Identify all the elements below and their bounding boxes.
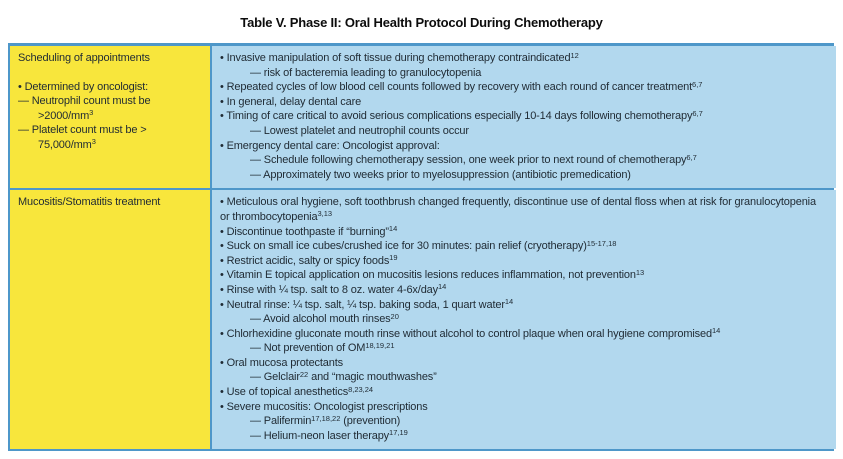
row-detail-cell xyxy=(212,46,836,188)
bullet-item: • Determined by oncologist: xyxy=(18,80,149,93)
text-line: Scheduling of appointments xyxy=(18,52,150,64)
citation-ref: 14 xyxy=(504,297,514,306)
citation-ref: 18,19,21 xyxy=(365,340,395,350)
citation-ref: 12 xyxy=(570,50,579,60)
bullet-icon: • xyxy=(220,254,224,267)
dash-icon: — xyxy=(18,124,29,137)
citation-ref: 8,23,24 xyxy=(348,384,374,394)
bullet-icon: • xyxy=(220,196,224,209)
bullet-icon: • xyxy=(220,81,224,94)
bullet-item: • Rinse with ¼ tsp. salt to 8 oz. water 4-6x/day$^{14}$ xyxy=(220,282,447,296)
bullet-item: • Vitamin E topical application on mucositis lesions reduces inflammation, not prevention$^{13}$ xyxy=(220,267,645,282)
citation-ref: 19 xyxy=(389,253,398,263)
bullet-item: • Suck on small ice cubes/crushed ice for 30 minutes: pain relief (cryotherapy)$^{15-17,18}$ xyxy=(220,238,617,253)
dash-icon: — xyxy=(18,95,29,108)
citation-ref: 6,7 xyxy=(692,79,703,89)
dash-icon: — xyxy=(250,342,261,355)
protocol-table xyxy=(8,43,834,451)
sub-item: — Avoid alcohol mouth rinses$^{20}$ xyxy=(250,311,399,326)
sub-item: — Schedule following chemotherapy session, one week prior to next round of chemotherapy$^{6,7}$ xyxy=(250,152,697,167)
sub-item: — Palifermin$^{17,18,22}$ (prevention) xyxy=(250,413,401,428)
bullet-icon: • xyxy=(220,400,224,413)
bullet-item: • Chlorhexidine gluconate mouth rinse without alcohol to control plaque when oral hygiene compromised$^{14}$ xyxy=(220,326,721,340)
row-label-cell xyxy=(10,46,210,188)
dash-icon: — xyxy=(250,154,261,167)
bullet-icon: • xyxy=(220,225,224,238)
citation-ref: 17,19 xyxy=(389,428,408,438)
bullet-icon: • xyxy=(18,80,22,93)
sub-item: — Platelet count must be > $75,000/mm^3$ xyxy=(18,124,147,151)
citation-ref: 3,13 xyxy=(317,209,333,219)
dash-icon: — xyxy=(250,124,261,137)
bullet-item: • In general, delay dental care xyxy=(220,95,362,108)
citation-ref: 14 xyxy=(388,224,398,234)
citation-ref: 15-17,18 xyxy=(586,238,617,248)
bullet-item: • Meticulous oral hygiene, soft toothbrush changed frequently, discontinue use of dental floss when at risk for granulocytopenia or thrombocytopenia$^{3,13}$ xyxy=(220,196,816,223)
bullet-icon: • xyxy=(220,356,224,369)
bullet-item: • Discontinue toothpaste if “burning”$^{14}$ xyxy=(220,224,398,238)
bullet-icon: • xyxy=(220,95,224,108)
dash-icon: — xyxy=(250,429,261,442)
dash-icon: — xyxy=(250,415,261,428)
citation-ref: 14 xyxy=(437,282,447,292)
bullet-item: • Oral mucosa protectants xyxy=(220,356,343,369)
sub-item: — Approximately two weeks prior to myelosuppression (antibiotic premedication) xyxy=(250,168,631,181)
bullet-item: • Severe mucositis: Oncologist prescriptions xyxy=(220,400,428,413)
bullet-item: • Timing of care critical to avoid serious complications especially 10-14 days following chemotherapy$^{6,7}$ xyxy=(220,108,703,123)
sub-item: — Not prevention of OM$^{18,19,21}$ xyxy=(250,340,395,355)
citation-ref: 6,7 xyxy=(686,152,697,162)
bullet-icon: • xyxy=(220,52,224,64)
dash-icon: — xyxy=(250,313,261,326)
citation-ref: 22 xyxy=(299,369,309,379)
bullet-icon: • xyxy=(220,240,224,253)
bullet-icon: • xyxy=(220,386,224,399)
citation-ref: 6,7 xyxy=(692,108,703,118)
bullet-item: • Neutral rinse: ¼ tsp. salt, ¼ tsp. baking soda, 1 quart water$^{14}$ xyxy=(220,297,514,311)
citation-ref: 17,18,22 xyxy=(311,413,341,423)
text-line: Mucositis/Stomatitis treatment xyxy=(18,196,161,209)
sub-item: — Gelclair$^{22}$ and “magic mouthwashes” xyxy=(250,369,437,384)
sub-item: — Helium-neon laser therapy$^{17,19}$ xyxy=(250,428,408,442)
sub-item: — Lowest platelet and neutrophil counts occur xyxy=(250,124,469,137)
dash-icon: — xyxy=(250,371,261,384)
citation-ref: 3 xyxy=(89,108,94,118)
bullet-icon: • xyxy=(220,298,224,311)
bullet-icon: • xyxy=(220,283,224,296)
bullet-icon: • xyxy=(220,269,224,282)
citation-ref: 14 xyxy=(711,326,721,336)
bullet-icon: • xyxy=(220,327,224,340)
bullet-icon: • xyxy=(220,139,224,152)
bullet-item: • Emergency dental care: Oncologist approval: xyxy=(220,139,440,152)
table-title: Table V. Phase II: Oral Health Protocol During Chemotherapy xyxy=(240,15,603,30)
text-line xyxy=(18,66,202,80)
bullet-item: • Use of topical anesthetics$^{8,23,24}$ xyxy=(220,384,374,399)
citation-ref: 13 xyxy=(635,267,645,277)
dash-icon: — xyxy=(250,168,261,181)
bullet-item: • Restrict acidic, salty or spicy foods$^{19}$ xyxy=(220,253,398,267)
sub-item: — risk of bacteremia leading to granulocytopenia xyxy=(250,66,482,79)
dash-icon: — xyxy=(250,66,261,79)
row-label-cell xyxy=(10,190,210,449)
row-detail-cell xyxy=(212,190,836,449)
bullet-item: • Repeated cycles of low blood cell counts followed by recovery with each round of cancer treatment$^{6,7}$ xyxy=(220,79,703,94)
bullet-item: • Invasive manipulation of soft tissue during chemotherapy contraindicated$^{12}$ xyxy=(220,50,579,64)
sub-item: — Neutrophil count must be $>2000/mm^3$ xyxy=(18,95,151,122)
citation-ref: 3 xyxy=(91,137,96,147)
citation-ref: 20 xyxy=(390,311,399,321)
bullet-icon: • xyxy=(220,110,224,123)
